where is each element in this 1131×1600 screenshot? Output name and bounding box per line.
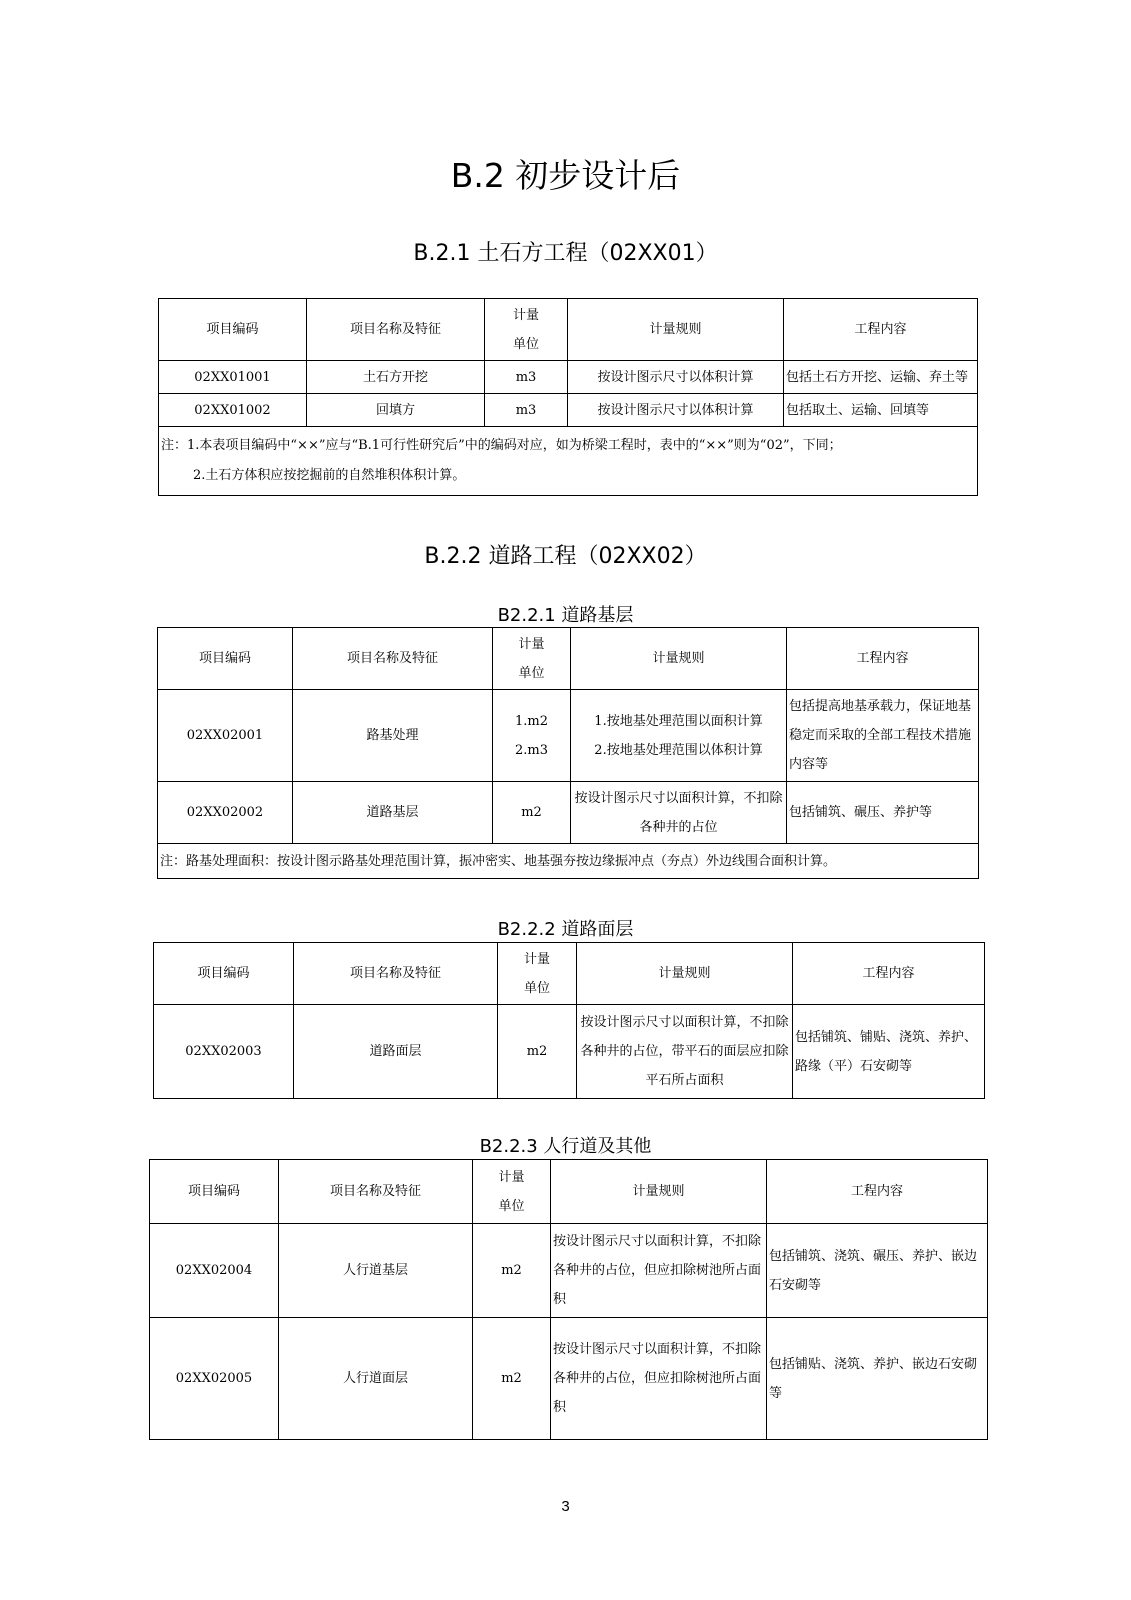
earthwork-table bbox=[158, 298, 978, 496]
item-code: 02XX02005 bbox=[150, 1318, 279, 1440]
header-unit: 计量 单位 bbox=[498, 943, 577, 1005]
header-unit: 计量 单位 bbox=[493, 628, 571, 690]
table-header-row bbox=[159, 299, 978, 361]
item-rule: 按设计图示尺寸以体积计算 bbox=[568, 394, 784, 427]
header-rule: 计量规则 bbox=[568, 299, 784, 361]
header-code: 项目编码 bbox=[154, 943, 294, 1005]
item-unit: m3 bbox=[485, 394, 568, 427]
header-content: 工程内容 bbox=[784, 299, 978, 361]
header-rule: 计量规则 bbox=[571, 628, 787, 690]
table-note: 注：路基处理面积：按设计图示路基处理范围计算，振冲密实、地基强夯按边缘振冲点（夯点）外边线围合面积计算。 bbox=[158, 844, 979, 879]
header-name: 项目名称及特征 bbox=[307, 299, 485, 361]
item-code: 02XX01001 bbox=[159, 361, 307, 394]
item-name: 人行道面层 bbox=[279, 1318, 473, 1440]
header-rule: 计量规则 bbox=[577, 943, 793, 1005]
header-code: 项目编码 bbox=[159, 299, 307, 361]
item-name: 路基处理 bbox=[293, 690, 493, 782]
subsection-title-road-base: B2.2.1 道路基层 bbox=[497, 605, 634, 626]
item-code: 02XX02002 bbox=[158, 782, 293, 844]
item-content: 包括铺筑、浇筑、碾压、养护、嵌边石安砌等 bbox=[767, 1224, 988, 1318]
header-code: 项目编码 bbox=[158, 628, 293, 690]
table-header-row bbox=[150, 1160, 988, 1224]
header-content: 工程内容 bbox=[767, 1160, 988, 1224]
road-base-table bbox=[157, 627, 979, 879]
item-rule: 按设计图示尺寸以面积计算，不扣除各种井的占位，带平石的面层应扣除平石所占面积 bbox=[577, 1005, 793, 1099]
item-content: 包括铺筑、碾压、养护等 bbox=[787, 782, 979, 844]
table-note bbox=[159, 427, 978, 496]
item-content: 包括铺筑、铺贴、浇筑、养护、路缘（平）石安砌等 bbox=[793, 1005, 985, 1099]
header-code: 项目编码 bbox=[150, 1160, 279, 1224]
item-unit: m2 bbox=[473, 1224, 551, 1318]
table-row bbox=[154, 1005, 985, 1099]
sidewalk-table bbox=[149, 1159, 988, 1440]
item-rule: 按设计图示尺寸以面积计算，不扣除各种井的占位，但应扣除树池所占面积 bbox=[551, 1318, 767, 1440]
page-title: B.2 初步设计后 bbox=[450, 156, 681, 195]
item-name: 土石方开挖 bbox=[307, 361, 485, 394]
subsection-title-road-surface: B2.2.2 道路面层 bbox=[497, 919, 634, 940]
table-note-row bbox=[158, 844, 979, 879]
table-row bbox=[159, 394, 978, 427]
item-content: 包括取土、运输、回填等 bbox=[784, 394, 978, 427]
item-name: 回填方 bbox=[307, 394, 485, 427]
item-name: 道路面层 bbox=[294, 1005, 498, 1099]
header-name: 项目名称及特征 bbox=[294, 943, 498, 1005]
table-row bbox=[158, 690, 979, 782]
header-rule: 计量规则 bbox=[551, 1160, 767, 1224]
item-unit: 1.m2 2.m3 bbox=[493, 690, 571, 782]
item-content: 包括土石方开挖、运输、弃土等 bbox=[784, 361, 978, 394]
table-row bbox=[159, 361, 978, 394]
table-header-row bbox=[154, 943, 985, 1005]
item-rule: 按设计图示尺寸以面积计算，不扣除各种井的占位 bbox=[571, 782, 787, 844]
item-unit: m3 bbox=[485, 361, 568, 394]
subsection-title-sidewalk: B2.2.3 人行道及其他 bbox=[479, 1136, 652, 1157]
header-name: 项目名称及特征 bbox=[293, 628, 493, 690]
item-unit: m2 bbox=[498, 1005, 577, 1099]
note-line-1: 注：1.本表项目编码中“××”应与“B.1可行性研究后”中的编码对应，如为桥梁工程时，表中的“××”则为“02”，下同； bbox=[161, 438, 842, 453]
item-rule: 按设计图示尺寸以体积计算 bbox=[568, 361, 784, 394]
table-row bbox=[150, 1318, 988, 1440]
section-title-earthwork: B.2.1 土石方工程（02XX01） bbox=[413, 241, 718, 266]
item-code: 02XX01002 bbox=[159, 394, 307, 427]
item-name: 人行道基层 bbox=[279, 1224, 473, 1318]
header-unit: 计量 单位 bbox=[473, 1160, 551, 1224]
page-number: 3 bbox=[561, 1498, 570, 1515]
header-unit: 计量 单位 bbox=[485, 299, 568, 361]
item-code: 02XX02004 bbox=[150, 1224, 279, 1318]
item-content: 包括提高地基承载力，保证地基稳定而采取的全部工程技术措施内容等 bbox=[787, 690, 979, 782]
table-row bbox=[158, 782, 979, 844]
item-code: 02XX02003 bbox=[154, 1005, 294, 1099]
header-content: 工程内容 bbox=[787, 628, 979, 690]
table-note-row bbox=[159, 427, 978, 496]
road-surface-table bbox=[153, 942, 985, 1099]
table-row bbox=[150, 1224, 988, 1318]
header-name: 项目名称及特征 bbox=[279, 1160, 473, 1224]
item-rule: 1.按地基处理范围以面积计算 2.按地基处理范围以体积计算 bbox=[571, 690, 787, 782]
note-line-2: 2.土石方体积应按挖掘前的自然堆积体积计算。 bbox=[193, 468, 466, 483]
section-title-road: B.2.2 道路工程（02XX02） bbox=[424, 544, 707, 569]
item-content: 包括铺贴、浇筑、养护、嵌边石安砌等 bbox=[767, 1318, 988, 1440]
item-name: 道路基层 bbox=[293, 782, 493, 844]
header-content: 工程内容 bbox=[793, 943, 985, 1005]
item-code: 02XX02001 bbox=[158, 690, 293, 782]
table-header-row bbox=[158, 628, 979, 690]
item-unit: m2 bbox=[473, 1318, 551, 1440]
item-unit: m2 bbox=[493, 782, 571, 844]
item-rule: 按设计图示尺寸以面积计算，不扣除各种井的占位，但应扣除树池所占面积 bbox=[551, 1224, 767, 1318]
